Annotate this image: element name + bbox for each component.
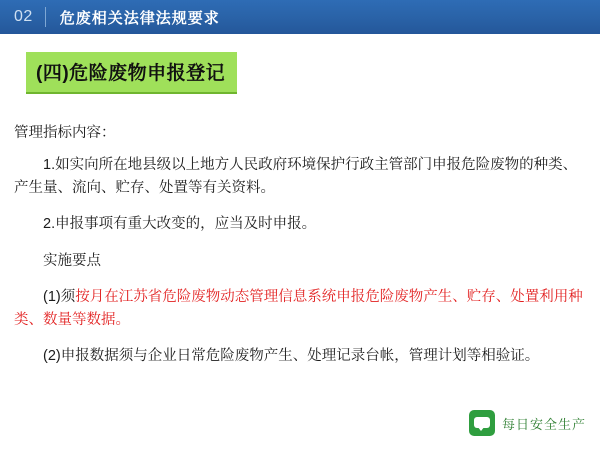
point-1: [14, 286, 586, 331]
points-heading: 实施要点: [43, 252, 101, 269]
wechat-green-icon: [469, 410, 495, 436]
item-1: 1.如实向所在地县级以上地方人民政府环境保护行政主管部门申报危险废物的种类、产生量、流向、贮存、处置等有关资料。: [14, 157, 578, 196]
slide-body: [14, 122, 586, 382]
watermark-label: 每日安全生产: [501, 416, 586, 432]
section-title-wrap: [26, 52, 237, 94]
point-2: (2)申报数据须与企业日常危险废物产生、处理记录台帐，管理计划等相验证。: [43, 348, 540, 365]
lead-text: 管理指标内容：: [14, 125, 116, 141]
point-1-prefix: (1)须: [43, 289, 76, 306]
header-divider: [45, 7, 46, 27]
item-2: 2.申报事项有重大改变的，应当及时申报。: [43, 216, 317, 233]
watermark: [469, 410, 586, 436]
section-title: (四)危险废物申报登记: [26, 52, 237, 94]
point-1-highlight: 按月在江苏省危险废物动态管理信息系统申报危险废物产生、贮存、处置利用种类、数量等数据。: [14, 289, 583, 328]
header-section-number: 02: [14, 8, 33, 25]
header-title: 危废相关法律法规要求: [59, 9, 220, 27]
slide-header: [0, 0, 600, 34]
